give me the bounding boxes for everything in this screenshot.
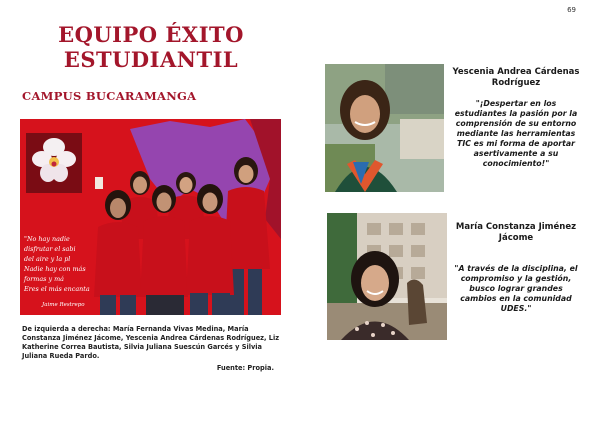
profile-photo-2 xyxy=(327,213,447,340)
poem-line: disfrutar el sabi xyxy=(24,245,76,253)
poem-line: Eres el más encanta xyxy=(24,285,90,293)
profile-name-1: Yescenia Andrea Cárdenas Rodríguez xyxy=(452,67,580,88)
profile-name-2: María Constanza Jiménez Jácome xyxy=(455,222,577,243)
campus-subtitle: CAMPUS BUCARAMANGA xyxy=(22,89,197,103)
profile-quote-2: "A través de la disciplina, el compromiso y la gestión, busco lograr grandes cambios en la comunidad UDES." xyxy=(454,264,578,313)
poem-line: formas y má xyxy=(24,275,64,283)
poem-line: "No hay nadie xyxy=(24,235,70,243)
group-photo xyxy=(20,119,281,315)
page-number: 69 xyxy=(567,6,576,14)
poem-signature: Jaime Restrepo xyxy=(42,302,85,308)
poem-line: Nadie hay con más xyxy=(24,265,86,273)
profile-quote-1: "¡Despertar en los estudiantes la pasión por la comprensión de su entorno mediante las herramientas TIC es mi forma de aportar asertivamente a su conocimiento!" xyxy=(454,99,578,168)
page-title-line-1: EQUIPO ÉXITO xyxy=(58,22,244,47)
photo-caption: De izquierda a derecha: María Fernanda Vivas Medina, María Constanza Jiménez Jácome, Yescenia Andrea Cárdenas Rodríguez, Liz Katherine Correa Bautista, Silvia Juliana Suescún Garcés y Silvia Juliana Rueda Pardo. xyxy=(22,325,280,360)
photo-source: Fuente: Propia. xyxy=(216,364,274,372)
poem-line: del aire y la pl xyxy=(24,255,71,263)
page-title-line-2: ESTUDIANTIL xyxy=(63,47,239,72)
page-title xyxy=(20,22,282,72)
profile-photo-1 xyxy=(325,64,444,192)
